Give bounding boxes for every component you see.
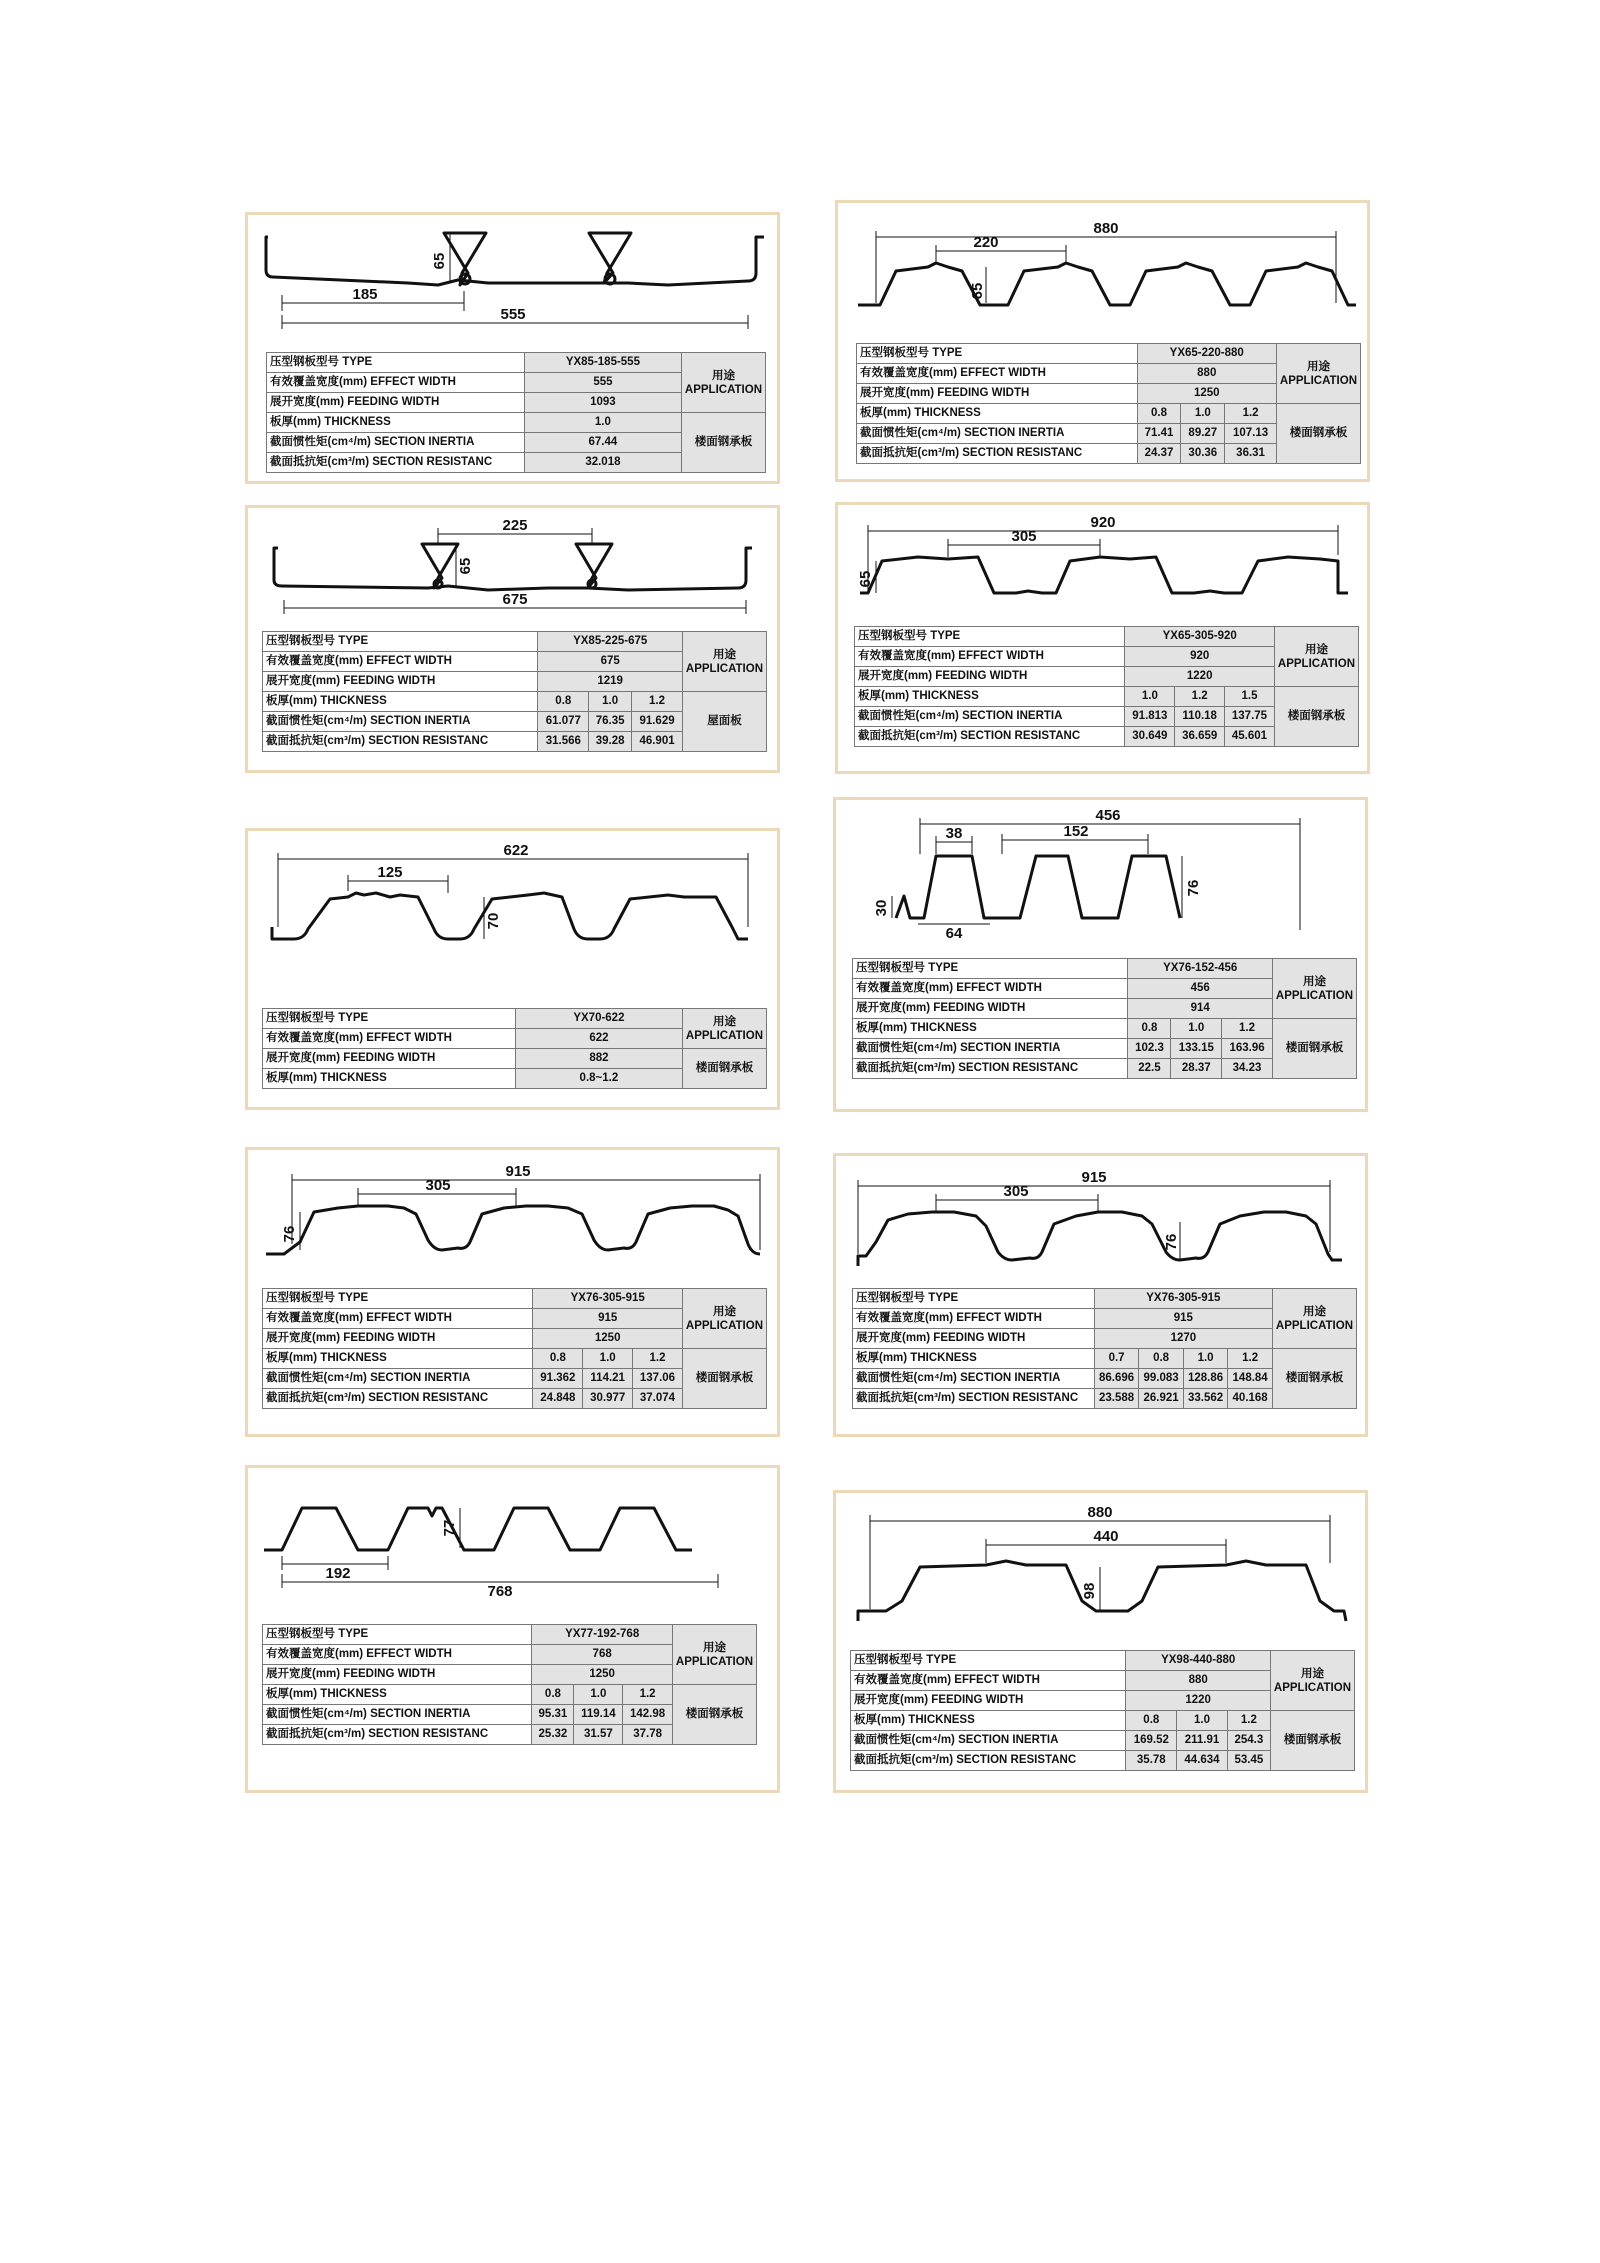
value-effect-width: 456: [1128, 979, 1272, 999]
dim-height: 65: [969, 282, 986, 300]
value-section-inertia: 254.3: [1227, 1731, 1270, 1751]
value-thickness: 1.2: [1225, 404, 1277, 424]
dim-pitch: 225: [502, 517, 528, 534]
value-thickness: 1.2: [1228, 1349, 1273, 1369]
label-section-inertia: 截面惯性矩(cm⁴/m) SECTION INERTIA: [851, 1731, 1126, 1751]
label-effect-width: 有效覆盖宽度(mm) EFFECT WIDTH: [851, 1671, 1126, 1691]
dim-height: 65: [431, 252, 448, 270]
label-type: 压型钢板型号 TYPE: [267, 353, 525, 373]
label-type: 压型钢板型号 TYPE: [857, 344, 1138, 364]
value-section-inertia: 71.41: [1137, 424, 1181, 444]
value-section-inertia: 128.86: [1183, 1369, 1228, 1389]
spec-table: [262, 631, 767, 752]
label-type: 压型钢板型号 TYPE: [855, 627, 1125, 647]
value-section-resistance: 31.566: [538, 732, 589, 752]
value-effect-width: 555: [524, 373, 681, 393]
value-thickness: 0.8: [1128, 1019, 1171, 1039]
label-effect-width: 有效覆盖宽度(mm) EFFECT WIDTH: [267, 373, 525, 393]
application-header: 用途 APPLICATION: [1272, 959, 1356, 1019]
value-thickness: 1.0: [574, 1685, 623, 1705]
value-section-resistance: 23.588: [1094, 1389, 1139, 1409]
value-thickness: 1.0: [524, 413, 681, 433]
profile-card-yx85-225-675: [245, 505, 780, 773]
dim-cover-width: 555: [500, 306, 526, 323]
value-section-resistance: 37.074: [633, 1389, 683, 1409]
value-thickness: 0.8~1.2: [515, 1069, 682, 1089]
spec-table: [856, 343, 1361, 464]
label-feeding-width: 展开宽度(mm) FEEDING WIDTH: [263, 1329, 533, 1349]
label-section-inertia: 截面惯性矩(cm⁴/m) SECTION INERTIA: [263, 1369, 533, 1389]
value-section-resistance: 35.78: [1126, 1751, 1177, 1771]
value-section-resistance: 22.5: [1128, 1059, 1171, 1079]
label-feeding-width: 展开宽度(mm) FEEDING WIDTH: [853, 1329, 1095, 1349]
label-effect-width: 有效覆盖宽度(mm) EFFECT WIDTH: [263, 1309, 533, 1329]
value-application: 楼面钢承板: [681, 413, 765, 473]
dim-cover-width: 915: [1081, 1169, 1107, 1186]
label-effect-width: 有效覆盖宽度(mm) EFFECT WIDTH: [853, 1309, 1095, 1329]
value-thickness: 1.2: [633, 1349, 683, 1369]
dim-pitch: 305: [1011, 528, 1037, 545]
value-section-inertia: 163.96: [1222, 1039, 1273, 1059]
label-thickness: 板厚(mm) THICKNESS: [853, 1349, 1095, 1369]
label-section-inertia: 截面惯性矩(cm⁴/m) SECTION INERTIA: [857, 424, 1138, 444]
dim-pitch: 440: [1093, 1528, 1119, 1545]
value-feeding-width: 914: [1128, 999, 1272, 1019]
value-thickness: 0.7: [1094, 1349, 1139, 1369]
value-effect-width: 622: [515, 1029, 682, 1049]
value-application: 楼面钢承板: [672, 1685, 756, 1745]
value-thickness: 1.2: [1227, 1711, 1270, 1731]
label-section-inertia: 截面惯性矩(cm⁴/m) SECTION INERTIA: [263, 712, 538, 732]
label-type: 压型钢板型号 TYPE: [263, 1289, 533, 1309]
profile-card-yx76-305-915: [245, 1147, 780, 1437]
value-effect-width: 920: [1125, 647, 1274, 667]
value-application: 楼面钢承板: [682, 1049, 766, 1089]
value-section-inertia: 91.362: [533, 1369, 583, 1389]
label-type: 压型钢板型号 TYPE: [263, 1009, 516, 1029]
label-thickness: 板厚(mm) THICKNESS: [263, 1069, 516, 1089]
profile-drawing: [248, 831, 783, 961]
value-section-resistance: 39.28: [589, 732, 632, 752]
application-header: 用途 APPLICATION: [682, 632, 766, 692]
dim-pitch: 152: [1063, 823, 1089, 840]
value-feeding-width: 1270: [1094, 1329, 1272, 1349]
label-feeding-width: 展开宽度(mm) FEEDING WIDTH: [853, 999, 1128, 1019]
value-section-inertia: 114.21: [583, 1369, 633, 1389]
value-feeding-width: 1250: [532, 1665, 673, 1685]
label-feeding-width: 展开宽度(mm) FEEDING WIDTH: [851, 1691, 1126, 1711]
label-feeding-width: 展开宽度(mm) FEEDING WIDTH: [855, 667, 1125, 687]
spec-table: [850, 1650, 1355, 1771]
profile-card-yx85-185-555: [245, 212, 780, 484]
value-thickness: 1.2: [632, 692, 683, 712]
value-section-inertia: 211.91: [1177, 1731, 1228, 1751]
label-feeding-width: 展开宽度(mm) FEEDING WIDTH: [263, 1665, 532, 1685]
application-header: 用途 APPLICATION: [1272, 1289, 1356, 1349]
label-type: 压型钢板型号 TYPE: [263, 632, 538, 652]
value-application: 楼面钢承板: [682, 1349, 766, 1409]
value-effect-width: 880: [1126, 1671, 1270, 1691]
label-section-resistance: 截面抵抗矩(cm³/m) SECTION RESISTANC: [853, 1389, 1095, 1409]
spec-table: [262, 1624, 757, 1745]
value-feeding-width: 1250: [1137, 384, 1276, 404]
value-section-inertia: 89.27: [1181, 424, 1225, 444]
label-type: 压型钢板型号 TYPE: [851, 1651, 1126, 1671]
label-section-inertia: 截面惯性矩(cm⁴/m) SECTION INERTIA: [263, 1705, 532, 1725]
value-section-inertia: 107.13: [1225, 424, 1277, 444]
value-section-resistance: 36.659: [1175, 727, 1225, 747]
label-type: 压型钢板型号 TYPE: [853, 1289, 1095, 1309]
dim-pitch: 125: [377, 864, 403, 881]
spec-table: [854, 626, 1359, 747]
dim-height: 76: [1185, 879, 1202, 897]
dim-height: 70: [485, 912, 502, 930]
value-thickness: 0.8: [533, 1349, 583, 1369]
value-section-inertia: 133.15: [1171, 1039, 1222, 1059]
value-thickness: 1.0: [1177, 1711, 1228, 1731]
profile-card-yx65-220-880: [835, 200, 1370, 482]
dim-cover-width: 456: [1095, 807, 1121, 824]
profile-card-yx98-440-880: [833, 1490, 1368, 1793]
label-thickness: 板厚(mm) THICKNESS: [853, 1019, 1128, 1039]
value-section-inertia: 76.35: [589, 712, 632, 732]
value-section-resistance: 45.601: [1225, 727, 1275, 747]
value-effect-width: 675: [538, 652, 682, 672]
value-section-inertia: 99.083: [1139, 1369, 1184, 1389]
dim-height: 76: [281, 1225, 298, 1243]
value-section-inertia: 102.3: [1128, 1039, 1171, 1059]
profile-drawing: [836, 800, 1371, 940]
value-section-inertia: 119.14: [574, 1705, 623, 1725]
label-section-resistance: 截面抵抗矩(cm³/m) SECTION RESISTANC: [853, 1059, 1128, 1079]
label-effect-width: 有效覆盖宽度(mm) EFFECT WIDTH: [853, 979, 1128, 999]
value-section-resistance: 30.649: [1125, 727, 1175, 747]
value-section-inertia: 86.696: [1094, 1369, 1139, 1389]
value-type: YX65-305-920: [1125, 627, 1274, 647]
profile-card-yx70-622: [245, 828, 780, 1110]
label-section-resistance: 截面抵抗矩(cm³/m) SECTION RESISTANC: [855, 727, 1125, 747]
value-feeding-width: 1220: [1125, 667, 1274, 687]
value-application: 屋面板: [682, 692, 766, 752]
label-thickness: 板厚(mm) THICKNESS: [855, 687, 1125, 707]
value-application: 楼面钢承板: [1272, 1019, 1356, 1079]
value-thickness: 1.2: [1222, 1019, 1273, 1039]
label-feeding-width: 展开宽度(mm) FEEDING WIDTH: [267, 393, 525, 413]
application-header: 用途 APPLICATION: [672, 1625, 756, 1685]
dim-edge-height: 30: [873, 899, 890, 917]
value-type: YX65-220-880: [1137, 344, 1276, 364]
profile-drawing: [248, 1150, 783, 1270]
profile-card-yx76-305-915-alt: [833, 1153, 1368, 1437]
value-feeding-width: 1250: [533, 1329, 682, 1349]
profile-card-yx65-305-920: [835, 502, 1370, 774]
label-section-inertia: 截面惯性矩(cm⁴/m) SECTION INERTIA: [267, 433, 525, 453]
value-section-resistance: 44.634: [1177, 1751, 1228, 1771]
label-section-resistance: 截面抵抗矩(cm³/m) SECTION RESISTANC: [851, 1751, 1126, 1771]
spec-table: [262, 1288, 767, 1409]
value-application: 楼面钢承板: [1276, 404, 1360, 464]
value-section-resistance: 40.168: [1228, 1389, 1273, 1409]
value-section-inertia: 137.06: [633, 1369, 683, 1389]
value-thickness: 1.0: [1181, 404, 1225, 424]
value-section-resistance: 53.45: [1227, 1751, 1270, 1771]
label-feeding-width: 展开宽度(mm) FEEDING WIDTH: [263, 1049, 516, 1069]
label-section-inertia: 截面惯性矩(cm⁴/m) SECTION INERTIA: [853, 1039, 1128, 1059]
label-type: 压型钢板型号 TYPE: [263, 1625, 532, 1645]
profile-card-yx77-192-768: [245, 1465, 780, 1793]
label-section-resistance: 截面抵抗矩(cm³/m) SECTION RESISTANC: [267, 453, 525, 473]
value-feeding-width: 882: [515, 1049, 682, 1069]
value-application: 楼面钢承板: [1274, 687, 1358, 747]
value-section-resistance: 24.37: [1137, 444, 1181, 464]
profile-drawing: [838, 505, 1373, 630]
dim-cover-width: 920: [1090, 514, 1116, 531]
value-section-inertia: 169.52: [1126, 1731, 1177, 1751]
dim-cover-width: 880: [1093, 220, 1119, 237]
application-header: 用途 APPLICATION: [682, 1289, 766, 1349]
label-thickness: 板厚(mm) THICKNESS: [267, 413, 525, 433]
dim-pitch: 220: [973, 234, 999, 251]
application-header: 用途 APPLICATION: [681, 353, 765, 413]
profile-drawing: [836, 1493, 1371, 1633]
value-type: YX98-440-880: [1126, 1651, 1270, 1671]
label-thickness: 板厚(mm) THICKNESS: [851, 1711, 1126, 1731]
value-section-inertia: 137.75: [1225, 707, 1275, 727]
application-header: 用途 APPLICATION: [1274, 627, 1358, 687]
value-thickness: 0.8: [538, 692, 589, 712]
dim-height: 65: [457, 557, 474, 575]
label-effect-width: 有效覆盖宽度(mm) EFFECT WIDTH: [855, 647, 1125, 667]
value-thickness: 0.8: [1137, 404, 1181, 424]
value-thickness: 1.0: [1125, 687, 1175, 707]
dim-cover-width: 880: [1087, 1504, 1113, 1521]
label-thickness: 板厚(mm) THICKNESS: [263, 692, 538, 712]
label-thickness: 板厚(mm) THICKNESS: [263, 1349, 533, 1369]
value-type: YX76-152-456: [1128, 959, 1272, 979]
value-application: 楼面钢承板: [1270, 1711, 1354, 1771]
value-section-resistance: 26.921: [1139, 1389, 1184, 1409]
value-type: YX85-225-675: [538, 632, 682, 652]
value-section-resistance: 32.018: [524, 453, 681, 473]
application-header: 用途 APPLICATION: [1276, 344, 1360, 404]
value-section-inertia: 61.077: [538, 712, 589, 732]
spec-table: [262, 1008, 767, 1089]
value-type: YX70-622: [515, 1009, 682, 1029]
value-thickness: 1.2: [623, 1685, 673, 1705]
profile-drawing: [248, 215, 783, 335]
label-section-inertia: 截面惯性矩(cm⁴/m) SECTION INERTIA: [855, 707, 1125, 727]
value-type: YX85-185-555: [524, 353, 681, 373]
value-section-resistance: 36.31: [1225, 444, 1277, 464]
value-effect-width: 915: [533, 1309, 682, 1329]
label-section-resistance: 截面抵抗矩(cm³/m) SECTION RESISTANC: [263, 1389, 533, 1409]
value-section-resistance: 46.901: [632, 732, 683, 752]
value-section-inertia: 91.629: [632, 712, 683, 732]
label-thickness: 板厚(mm) THICKNESS: [857, 404, 1138, 424]
value-section-resistance: 33.562: [1183, 1389, 1228, 1409]
dim-pitch: 305: [425, 1177, 451, 1194]
value-thickness: 1.0: [1171, 1019, 1222, 1039]
value-effect-width: 915: [1094, 1309, 1272, 1329]
value-thickness: 1.2: [1175, 687, 1225, 707]
label-section-resistance: 截面抵抗矩(cm³/m) SECTION RESISTANC: [857, 444, 1138, 464]
dim-height: 77: [441, 1519, 458, 1537]
label-effect-width: 有效覆盖宽度(mm) EFFECT WIDTH: [263, 1029, 516, 1049]
dim-height: 65: [857, 570, 874, 588]
value-section-inertia: 142.98: [623, 1705, 673, 1725]
dim-top-width: 38: [945, 825, 963, 842]
profile-drawing: [248, 1468, 783, 1608]
value-section-resistance: 31.57: [574, 1725, 623, 1745]
value-thickness: 0.8: [532, 1685, 574, 1705]
spec-table: [266, 352, 766, 473]
value-section-resistance: 28.37: [1171, 1059, 1222, 1079]
dim-height: 76: [1163, 1233, 1180, 1251]
value-thickness: 1.0: [1183, 1349, 1228, 1369]
value-application: 楼面钢承板: [1272, 1349, 1356, 1409]
value-feeding-width: 1220: [1126, 1691, 1270, 1711]
label-effect-width: 有效覆盖宽度(mm) EFFECT WIDTH: [263, 652, 538, 672]
value-feeding-width: 1093: [524, 393, 681, 413]
value-section-resistance: 25.32: [532, 1725, 574, 1745]
label-feeding-width: 展开宽度(mm) FEEDING WIDTH: [263, 672, 538, 692]
profile-drawing: [838, 203, 1373, 333]
dim-pitch: 192: [325, 1565, 351, 1582]
value-thickness: 1.0: [589, 692, 632, 712]
value-type: YX76-305-915: [533, 1289, 682, 1309]
value-section-resistance: 30.36: [1181, 444, 1225, 464]
label-type: 压型钢板型号 TYPE: [853, 959, 1128, 979]
value-section-resistance: 24.848: [533, 1389, 583, 1409]
profile-drawing: [248, 508, 783, 628]
value-effect-width: 880: [1137, 364, 1276, 384]
value-section-resistance: 34.23: [1222, 1059, 1273, 1079]
value-feeding-width: 1219: [538, 672, 682, 692]
label-thickness: 板厚(mm) THICKNESS: [263, 1685, 532, 1705]
dim-cover-width: 675: [502, 591, 528, 608]
value-type: YX77-192-768: [532, 1625, 673, 1645]
dim-bottom-width: 64: [945, 925, 963, 942]
value-thickness: 0.8: [1139, 1349, 1184, 1369]
value-type: YX76-305-915: [1094, 1289, 1272, 1309]
application-header: 用途 APPLICATION: [1270, 1651, 1354, 1711]
spec-table: [852, 958, 1357, 1079]
application-header: 用途 APPLICATION: [682, 1009, 766, 1049]
value-section-inertia: 148.84: [1228, 1369, 1273, 1389]
value-section-inertia: 110.18: [1175, 707, 1225, 727]
label-effect-width: 有效覆盖宽度(mm) EFFECT WIDTH: [857, 364, 1138, 384]
value-section-resistance: 30.977: [583, 1389, 633, 1409]
value-thickness: 0.8: [1126, 1711, 1177, 1731]
profile-drawing: [836, 1156, 1371, 1276]
label-effect-width: 有效覆盖宽度(mm) EFFECT WIDTH: [263, 1645, 532, 1665]
label-section-inertia: 截面惯性矩(cm⁴/m) SECTION INERTIA: [853, 1369, 1095, 1389]
label-section-resistance: 截面抵抗矩(cm³/m) SECTION RESISTANC: [263, 1725, 532, 1745]
value-thickness: 1.5: [1225, 687, 1275, 707]
label-section-resistance: 截面抵抗矩(cm³/m) SECTION RESISTANC: [263, 732, 538, 752]
value-effect-width: 768: [532, 1645, 673, 1665]
dim-cover-width: 768: [487, 1583, 513, 1600]
value-section-inertia: 67.44: [524, 433, 681, 453]
profile-card-yx76-152-456: [833, 797, 1368, 1112]
dim-pitch: 185: [352, 286, 378, 303]
dim-cover-width: 622: [503, 842, 529, 859]
dim-height: 98: [1081, 1582, 1098, 1600]
spec-table: [852, 1288, 1357, 1409]
value-section-inertia: 95.31: [532, 1705, 574, 1725]
value-thickness: 1.0: [583, 1349, 633, 1369]
value-section-inertia: 91.813: [1125, 707, 1175, 727]
dim-cover-width: 915: [505, 1163, 531, 1180]
dim-pitch: 305: [1003, 1183, 1029, 1200]
label-feeding-width: 展开宽度(mm) FEEDING WIDTH: [857, 384, 1138, 404]
value-section-resistance: 37.78: [623, 1725, 673, 1745]
